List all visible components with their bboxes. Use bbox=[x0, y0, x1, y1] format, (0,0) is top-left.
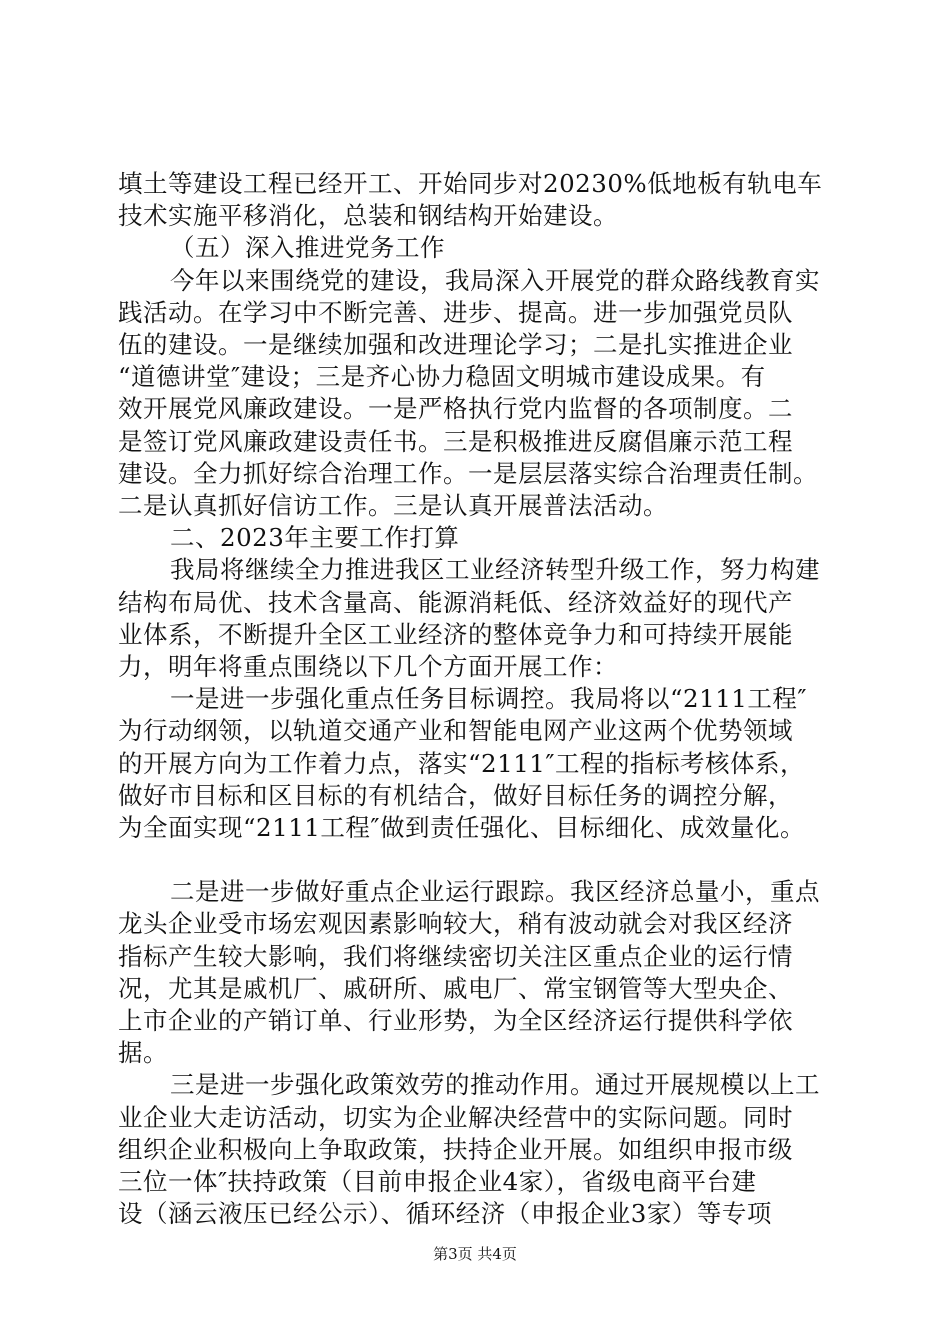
text-line: 建设。全力抓好综合治理工作。一是层层落实综合治理责任制。 bbox=[118, 458, 818, 488]
text-line: 技术实施平移消化，总装和钢结构开始建设。 bbox=[118, 201, 618, 231]
text-line: 组织企业积极向上争取政策，扶持企业开展。如组织申报市级 bbox=[118, 1134, 793, 1164]
text-line: 二是认真抓好信访工作。三是认真开展普法活动。 bbox=[118, 491, 668, 521]
text-line: 是签订党风廉政建设责任书。三是积极推进反腐倡廉示范工程 bbox=[118, 426, 793, 456]
text-line: 为行动纲领，以轨道交通产业和智能电网产业这两个优势领域 bbox=[118, 716, 793, 746]
text-line: 据。 bbox=[118, 1038, 168, 1068]
text-line: 效开展党风廉政建设。一是严格执行党内监督的各项制度。二 bbox=[118, 394, 793, 424]
paragraph-gap bbox=[118, 844, 838, 876]
text-line: 指标产生较大影响，我们将继续密切关注区重点企业的运行情 bbox=[118, 941, 793, 971]
text-line: 填土等建设工程已经开工、开始同步对20230%低地板有轨电车 bbox=[118, 169, 823, 198]
text-line: 力，明年将重点围绕以下几个方面开展工作： bbox=[118, 652, 618, 682]
text-line: 设（涵云液压已经公示）、循环经济（申报企业3家）等专项 bbox=[118, 1199, 772, 1229]
section-heading-5 bbox=[118, 232, 838, 264]
text-line: 今年以来围绕党的建设，我局深入开展党的群众路线教育实 bbox=[170, 265, 820, 295]
text-line: 践活动。在学习中不断完善、进步、提高。进一步加强党员队 bbox=[118, 297, 793, 327]
paragraph-1 bbox=[118, 168, 838, 232]
text-line: 伍的建设。一是继续加强和改进理论学习；二是扎实推进企业 bbox=[118, 330, 793, 360]
paragraph-party-work bbox=[118, 265, 838, 523]
text-line: 三位一体″扶持政策（目前申报企业4家），省级电商平台建 bbox=[118, 1167, 757, 1197]
page-footer bbox=[0, 1244, 950, 1264]
page-number: 第3页 共4页 bbox=[433, 1245, 517, 1263]
text-line: （五）深入推进党务工作 bbox=[170, 233, 445, 263]
text-line: 一是进一步强化重点任务目标调控。我局将以“2111工程″ bbox=[170, 684, 808, 714]
document-body bbox=[118, 168, 838, 1231]
paragraph-plan-3 bbox=[118, 1069, 838, 1230]
paragraph-plan-2 bbox=[118, 876, 838, 1069]
text-line: 上市企业的产销订单、行业形势，为全区经济运行提供科学依 bbox=[118, 1006, 793, 1036]
text-line: 二、2023年主要工作打算 bbox=[170, 523, 460, 553]
text-line: 做好市目标和区目标的有机结合，做好目标任务的调控分解， bbox=[118, 780, 793, 810]
text-line: 的开展方向为工作着力点，落实“2111″工程的指标考核体系， bbox=[118, 748, 806, 778]
text-line: 况，尤其是戚机厂、戚研所、戚电厂、常宝钢管等大型央企、 bbox=[118, 973, 793, 1003]
paragraph-plan-1 bbox=[118, 683, 838, 844]
paragraph-plan-intro bbox=[118, 554, 838, 683]
text-line: 我局将继续全力推进我区工业经济转型升级工作，努力构建 bbox=[170, 555, 820, 585]
text-line: 结构布局优、技术含量高、能源消耗低、经济效益好的现代产 bbox=[118, 587, 793, 617]
text-line: 三是进一步强化政策效劳的推动作用。通过开展规模以上工 bbox=[170, 1070, 820, 1100]
text-line: “道德讲堂″建设；三是齐心协力稳固文明城市建设成果。有 bbox=[118, 362, 766, 392]
text-line: 业企业大走访活动，切实为企业解决经营中的实际问题。同时 bbox=[118, 1102, 793, 1132]
text-line: 龙头企业受市场宏观因素影响较大，稍有波动就会对我区经济 bbox=[118, 909, 793, 939]
text-line: 业体系，不断提升全区工业经济的整体竞争力和可持续开展能 bbox=[118, 619, 793, 649]
section-heading-2 bbox=[118, 522, 838, 554]
text-line: 为全面实现“2111工程″做到责任强化、目标细化、成效量化。 bbox=[118, 813, 806, 843]
text-line: 二是进一步做好重点企业运行跟踪。我区经济总量小，重点 bbox=[170, 877, 820, 907]
